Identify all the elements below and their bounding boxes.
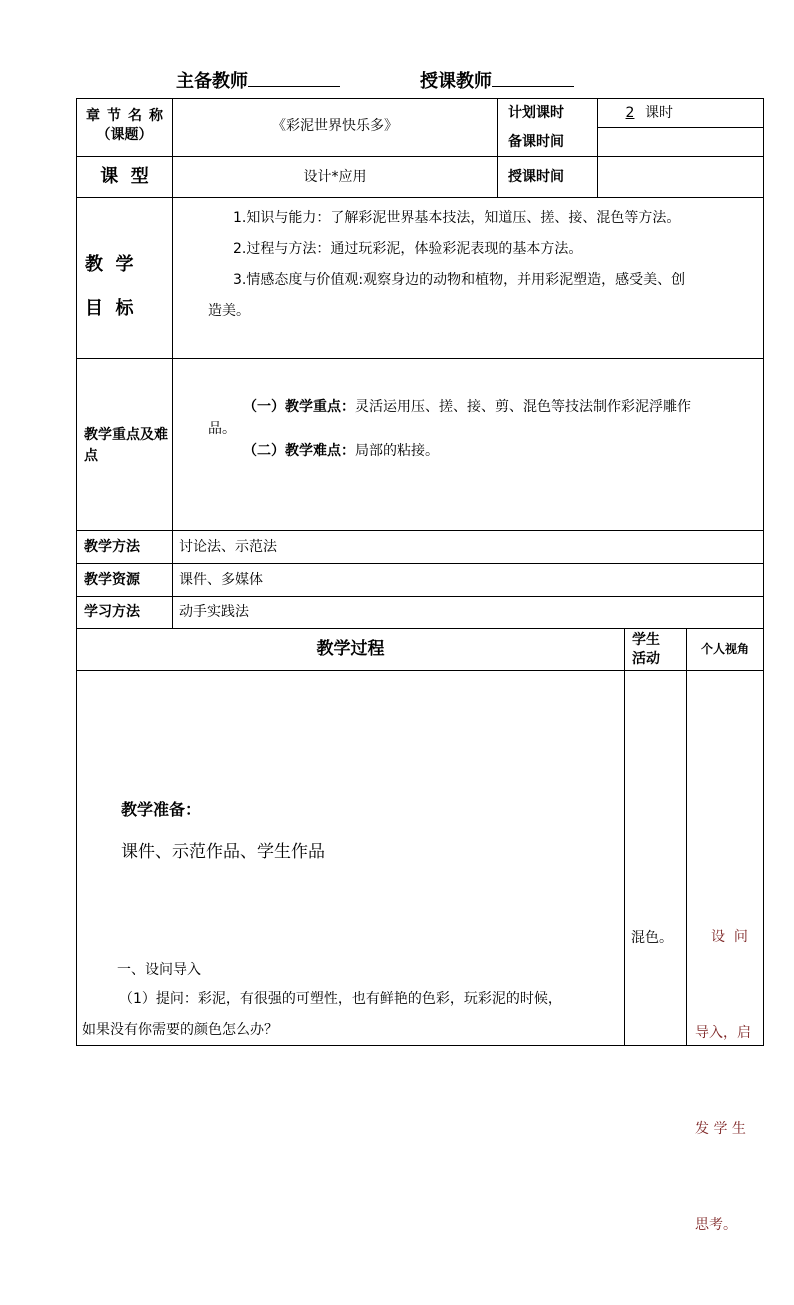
method-label-cell [84,531,172,563]
resource-label-cell [84,564,172,596]
process-content-cell [77,671,624,1045]
focus-text-line2: 品。 [208,421,236,437]
table-border-right [763,98,764,1046]
plan-hours-label: 计划课时 [508,105,564,121]
key-points-label: 教学重点及难点 [84,427,168,464]
type-value: 设计*应用 [303,169,367,185]
plan-hours-label-cell [508,99,597,127]
study-label-cell [84,597,172,628]
student-activity-cell [625,671,686,1045]
chapter-sublabel: （课题） [96,127,153,143]
process-title: 教学过程 [316,639,385,659]
chapter-value-cell [173,99,497,156]
method-value: 讨论法、示范法 [179,539,277,555]
type-label: 课 型 [100,166,149,187]
teach-time-label-cell [508,157,597,197]
perspective-line1: 设 问 [711,929,748,945]
focus-text: 灵活运用压、搓、接、剪、混色等技法制作彩泥浮雕作 [355,399,691,415]
objectives-label-line2: 目 标 [85,298,134,319]
prep-value: 课件、示范作品、学生作品 [121,842,325,862]
study-label: 学习方法 [84,604,140,620]
prep-time-label: 备课时间 [508,134,564,150]
objective-item-3-line2: 造美。 [208,303,250,319]
difficulty-label: （二）教学难点： [243,443,355,459]
student-activity-text: 混色。 [631,930,673,946]
difficulty-line [173,440,763,462]
perspective-cell [687,671,763,1233]
perspective-header-cell [687,629,763,670]
resource-label: 教学资源 [84,572,140,588]
resource-value-cell [179,564,763,596]
focus-line [173,396,763,418]
table-rule [76,197,764,198]
chapter-label: 章节名称 [86,108,170,124]
prep-label: 教学准备： [121,800,202,819]
perspective-line4: 思考。 [695,1217,737,1233]
study-value: 动手实践法 [179,604,249,620]
teaching-teacher-blank[interactable] [492,66,574,87]
question-line1: （1）提问：彩泥，有很强的可塑性，也有鲜艳的色彩，玩彩泥的时候， [119,991,562,1007]
lead-teacher-label: 主备教师 [176,71,248,92]
table-rule [76,358,764,359]
teach-time-label: 授课时间 [508,169,564,185]
key-points-label-cell [84,425,170,469]
plan-hours-value-cell [615,99,763,127]
method-value-cell [179,531,763,563]
perspective-line3: 发 学 生 [695,1121,746,1137]
process-title-cell [77,629,624,670]
perspective-line2: 导入，启 [695,1025,751,1041]
chapter-title: 《彩泥世界快乐多》 [272,118,398,134]
difficulty-text: 局部的粘接。 [355,443,439,459]
section-heading: 一、设问导入 [117,962,201,978]
objective-item-1: 1.知识与能力：了解彩泥世界基本技法，知道压、搓、接、混色等方法。 [233,210,681,226]
method-label: 教学方法 [84,539,140,555]
teaching-teacher-field [420,66,574,96]
objective-item-3-line1: 3.情感态度与价值观:观察身边的动物和植物，并用彩泥塑造，感受美、创 [233,272,686,288]
objectives-label-cell [85,243,165,323]
chapter-label-cell [77,99,172,156]
objectives-content-cell [173,203,763,353]
teach-time-value-cell[interactable] [598,157,763,197]
student-header-line1: 学生 [632,632,660,648]
plan-hours-unit: 课时 [645,105,673,121]
type-value-cell [173,157,497,197]
question-line2: 如果没有你需要的颜色怎么办？ [82,1022,278,1038]
perspective-text [695,857,751,1305]
focus-label: （一）教学重点： [243,399,355,415]
plan-hours-value: 2 [625,105,635,121]
type-label-cell [77,157,172,197]
document-header [0,66,794,96]
resource-value: 课件、多媒体 [179,572,263,588]
study-value-cell [179,597,763,628]
perspective-header: 个人视角 [700,642,749,656]
student-activity-header-cell [632,629,686,670]
objective-item-2: 2.过程与方法：通过玩彩泥，体验彩泥表现的基本方法。 [233,241,583,257]
objectives-label-line1: 教 学 [85,254,134,275]
table-rule [497,98,498,197]
teaching-teacher-label: 授课教师 [420,71,492,92]
table-border-bottom [76,1045,764,1046]
student-header-line2: 活动 [632,651,660,667]
prep-time-value-cell[interactable] [598,128,763,156]
lead-teacher-blank[interactable] [248,66,340,87]
prep-time-label-cell [508,128,597,156]
key-points-content-cell [173,396,763,476]
lead-teacher-field [176,66,340,96]
